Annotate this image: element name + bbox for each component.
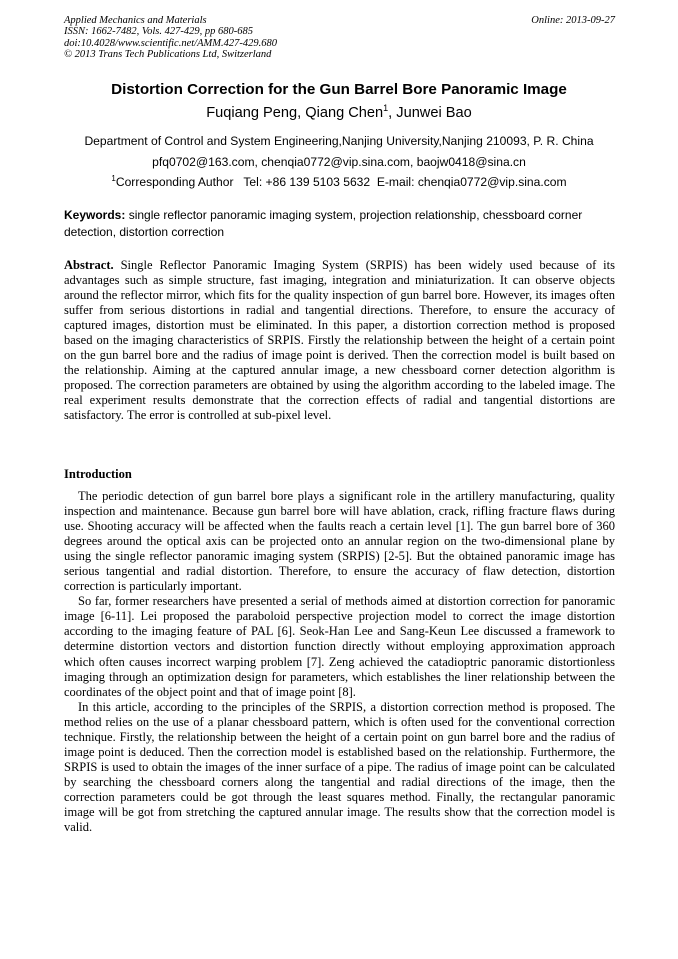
keywords-text: single reflector panoramic imaging system, projection relationship, chessboard corner detection, distortion correction: [64, 208, 583, 239]
author-2-footnote-mark: 1: [383, 103, 389, 113]
intro-paragraph-1: The periodic detection of gun barrel bore plays a significant role in the artillery manufacturing, quality inspection and maintenance. Because gun barrel bore will have ablation, crack, rifling fracture flaws during use. Shooting accuracy will be affected when the faults reach a certain level [1]. The gun barrel bore of 360 degrees around the optical axis can be projected onto an annular region on the two-dimensional plane by using the single reflector panoramic imaging system (SRPIS) [2-5]. But the obtained panoramic image has serious tangential and radial distortion. Therefore, to ensure the accuracy of flaw detection, distortion correction is particularly important.: [64, 489, 615, 594]
paper-title: Distortion Correction for the Gun Barrel Bore Panoramic Image: [111, 81, 567, 98]
keywords: [64, 207, 616, 240]
affiliation: Department of Control and System Engineering,Nanjing University,Nanjing 210093, P. R. China: [84, 134, 594, 148]
corresponding-text: Corresponding Author Tel: +86 139 5103 5632 E-mail: chenqia0772@vip.sina.com: [115, 175, 567, 189]
author-2: Qiang Chen: [305, 105, 384, 121]
introduction-heading: Introduction: [64, 467, 132, 481]
doi-line: doi:10.4028/www.scientific.net/AMM.427-429.680: [64, 37, 277, 49]
online-date: Online: 2013-09-27: [531, 15, 615, 26]
copyright-line: © 2013 Trans Tech Publications Ltd, Switzerland: [64, 49, 272, 61]
intro-paragraph-2: So far, former researchers have presented a serial of methods aimed at distortion correction for panoramic image [6-11]. Lei proposed the paraboloid perspective projection model to correct the image distortion according to the imaging feature of PAL [6]. Seok-Han Lee and Sang-Keun Lee discussed a framework to determine distortion vectors and distortion function directly without employing approximation approach which often causes incorrect warping problem [7]. Zeng achieved the catadioptric panoramic distortionless imaging through an optimization design for parameters, which establishes the liner relationship between the coordinates of the object point and that of image point [8].: [64, 594, 615, 699]
abstract-text: Single Reflector Panoramic Imaging System (SRPIS) has been widely used because of its advantages such as simple structure, fast imaging, integration and miniaturization. It can observe objects around the reflector mirror, which fits for the quality inspection of gun barrel bore. However, its images often suffer from serious distortions in radial and tangential directions. Therefore, to ensure the accuracy of captured images, distortion must be eliminated. In this paper, a distortion correction method is proposed based on the imaging characteristics of SRPIS. Firstly the relationship between the height of a certain point on the gun barrel bore and the radius of image point is derived. Then the correction model is built based on the relationship. Aiming at the captured annular image, a new chessboard corner detection algorithm is proposed. The correction parameters are obtained by using the algorithm according to the labeled image. The real experiment results demonstrate that the correction effects of radial and tangential distortions are satisfactory. The error is controlled at sub-pixel level.: [64, 258, 615, 423]
corresponding-mark: 1: [111, 174, 116, 183]
author-1: Fuqiang Peng,: [206, 105, 306, 121]
introduction-body: [64, 489, 615, 835]
intro-paragraph-3: In this article, according to the principles of the SRPIS, a distortion correction method is proposed. The method relies on the use of a planar chessboard pattern, which is often used for the conventional correction technique. Firstly, the relationship between the height of a certain point on gun barrel bore and the radius of image point is deduced. Then the correction model is established based on the relationship. Furthermore, the SRPIS is used to obtain the images of the inner surface of a pipe. The radius of image point can be calculated by searching the chessboard corners along the tangential and radial directions of the image, then the correction parameters could be got through the least squares method. Finally, the rectangular panoramic image will be got from stretching the captured annular image. The results show that the correction model is valid.: [64, 699, 615, 835]
corresponding-author: [0, 175, 678, 189]
journal-name: Applied Mechanics and Materials: [64, 15, 207, 26]
journal-header: [64, 15, 615, 61]
issn-line: ISSN: 1662-7482, Vols. 427-429, pp 680-685: [64, 26, 253, 38]
abstract-label: Abstract.: [64, 258, 114, 272]
keywords-label: Keywords:: [64, 208, 126, 222]
author-3: , Junwei Bao: [388, 105, 472, 121]
author-list: [0, 105, 678, 121]
author-emails: pfq0702@163.com, chenqia0772@vip.sina.com, baojw0418@sina.cn: [152, 155, 526, 169]
abstract: [64, 258, 615, 424]
